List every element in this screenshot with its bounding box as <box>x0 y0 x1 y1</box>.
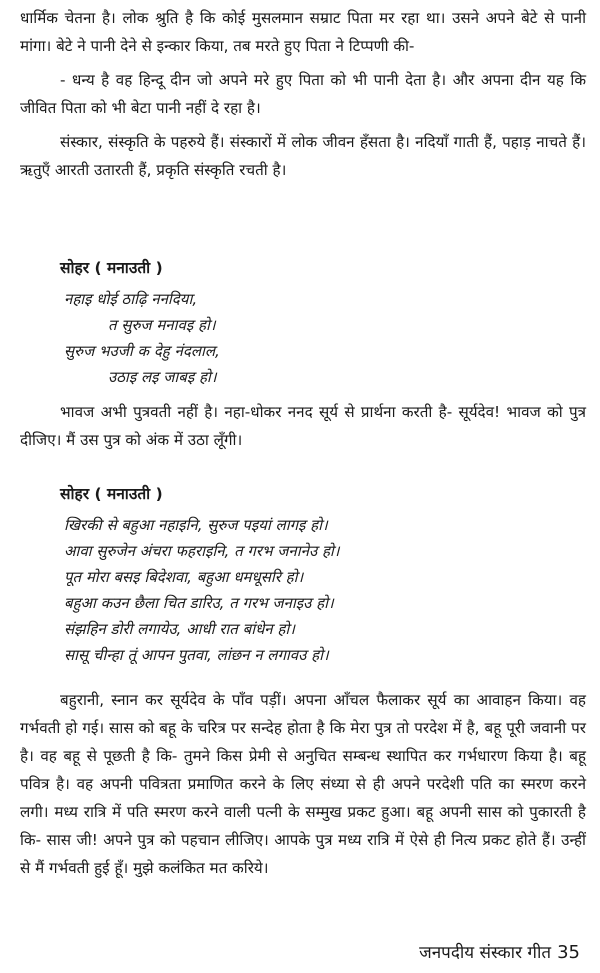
paragraph-4: भावज अभी पुत्रवती नहीं है। नहा-धोकर ननद सूर्य से प्रार्थना करती है- सूर्यदेव! भावज को पुत्र दीजिए। मैं उस पुत्र को अंक में उठा लूँगी। <box>20 403 586 449</box>
verse-line: संझहिन डोरी लगायेउ, आधी रात बांधेन हो। <box>64 620 295 638</box>
verse-line: त सुरुज मनावइ हो। <box>108 316 216 334</box>
verse-line: सुरुज भउजी क देहु नंदलाल, <box>64 342 220 360</box>
page-footer <box>419 940 580 963</box>
body-text-top <box>20 4 586 184</box>
verse-block-2 <box>64 512 340 668</box>
page-number: 35 <box>557 942 580 963</box>
verse-line: खिरकी से बहुआ नहाइनि, सुरुज पइयां लागइ हो। <box>64 516 328 534</box>
paragraph-5: बहुरानी, स्नान कर सूर्यदेव के पाँव पड़ीं। अपना आँचल फैलाकर सूर्य का आवाहन किया। वह गर्भवती हो गई। सास को बहू के चरित्र पर सन्देह होता है कि मेरा पुत्र तो परदेश में है, बहू पूरी जवानी पर है। वह बहू से पूछती है कि- तुमने किस प्रेमी से अनुचित सम्बन्ध स्थापित कर गर्भधारण किया है। बहू पवित्र है। वह अपनी पवित्रता प्रमाणित करने के लिए संध्या से ही अपने परदेशी पति का स्मरण करने लगी। मध्य रात्रि में पति स्मरण करने वाली पत्नी के सम्मुख प्रकट हुआ। बहू अपनी सास को पुकारती है कि- सास जी! अपने पुत्र को पहचान लीजिए। आपके पुत्र मध्य रात्रि में ऐसे ही नित्य प्रकट होते हैं। उन्हीं से मैं गर्भवती हुई हूँ। मुझे कलंकित मत करिये। <box>20 691 586 877</box>
verse-line: उठाइ लइ जाबइ हो। <box>108 368 217 386</box>
verse-line: आवा सुरुजेन अंचरा फहराइनि, त गरभ जनानेउ हो। <box>64 542 340 560</box>
running-title: जनपदीय संस्कार गीत <box>419 943 552 963</box>
paragraph-3: संस्कार, संस्कृति के पहरुये हैं। संस्कारों में लोक जीवन हँसता है। नदियाँ गाती हैं, पहाड़ नाचते हैं। ऋतुएँ आरती उतारती हैं, प्रकृति संस्कृति रचती है। <box>20 133 586 179</box>
paragraph-2: - धन्य है वह हिन्दू दीन जो अपने मरे हुए पिता को भी पानी देता है। और अपना दीन यह कि जीवित पिता को भी बेटा पानी नहीं दे रहा है। <box>20 71 586 117</box>
verse-line: सासू चीन्हा तूं आपन पुतवा, लांछन न लगावउ हो। <box>64 646 329 664</box>
verse-line: बहुआ कउन छैला चित डारिउ, त गरभ जनाइउ हो। <box>64 594 334 612</box>
body-text-bottom <box>20 686 586 882</box>
body-text-middle <box>20 398 586 454</box>
verse-line: नहाइ धोई ठाढ़ि ननदिया, <box>64 290 198 308</box>
sohar-heading-1: सोहर ( मनाउती ) <box>60 259 163 277</box>
paragraph-1: धार्मिक चेतना है। लोक श्रुति है कि कोई मुसलमान सम्राट पिता मर रहा था। उसने अपने बेटे से पानी मांगा। बेटे ने पानी देने से इन्कार किया, तब मरते हुए पिता ने टिप्पणी की- <box>20 9 586 55</box>
verse-block-1 <box>64 286 220 390</box>
sohar-heading-2: सोहर ( मनाउती ) <box>60 485 163 503</box>
verse-line: पूत मोरा बसइ बिदेशवा, बहुआ धमधूसरि हो। <box>64 568 304 586</box>
